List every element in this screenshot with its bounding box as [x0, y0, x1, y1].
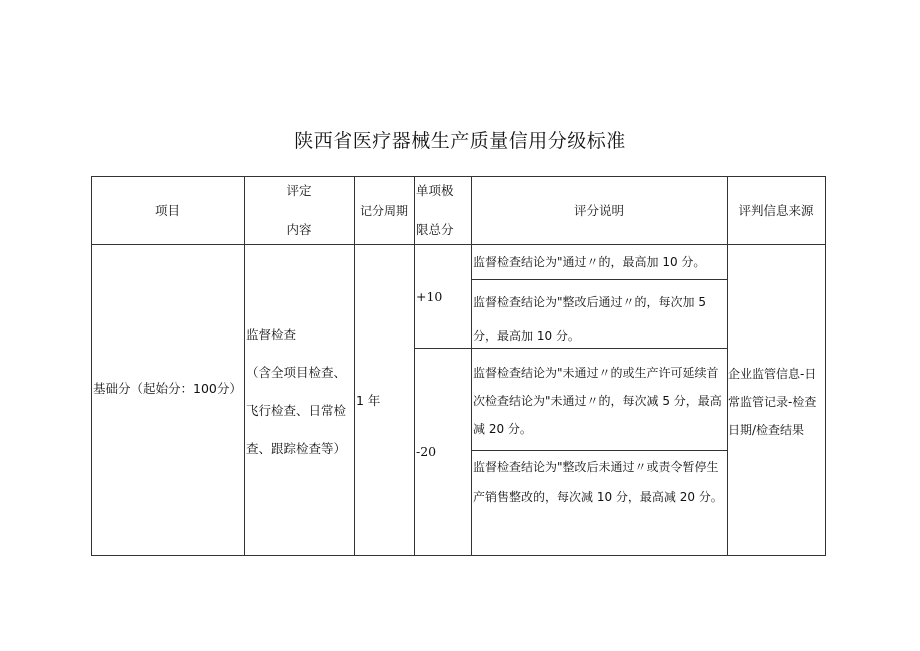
table-border-left: [91, 176, 92, 556]
row-period: 1 年: [356, 393, 381, 408]
explanation-divider-3: [471, 450, 727, 451]
header-content-line2: 内容: [286, 222, 312, 237]
header-explanation: 评分说明: [573, 203, 624, 218]
limit-divider: [414, 348, 472, 349]
col-divider-2: [354, 176, 355, 556]
table-border-right: [825, 176, 826, 556]
explanation-3: 监督检查结论为"未通过〃的或生产许可延续首次检查结论为"未通过〃的，每次减 5 分，最高减 20 分。: [473, 366, 722, 436]
header-source: 评判信息来源: [738, 203, 814, 218]
explanation-1: 监督检查结论为"通过〃的，最高加 10 分。: [473, 255, 706, 269]
explanation-2: 监督检查结论为"整改后通过〃的，每次加 5 分，最高加 10 分。: [473, 295, 706, 343]
row-content-line3: 飞行检查、日常检: [246, 403, 347, 418]
header-period: 记分周期: [359, 204, 408, 218]
header-item: 项目: [154, 203, 180, 218]
row-content-line2: （含全项目检查、: [246, 365, 347, 380]
table-border-top: [91, 176, 826, 177]
row-limit-plus: +10: [416, 289, 443, 304]
header-limit-line2: 限总分: [416, 222, 454, 237]
table-border-bottom: [91, 555, 826, 556]
explanation-divider-1: [471, 279, 727, 280]
header-limit-line1: 单项极: [416, 183, 454, 198]
col-divider-4: [471, 176, 472, 556]
row-content-line4: 查、跟踪检查等）: [246, 441, 347, 456]
header-content-line1: 评定: [286, 183, 312, 198]
row-item: 基础分（起始分：100分）: [93, 381, 242, 396]
row-limit-minus: -20: [416, 444, 437, 459]
document-title: 陕西省医疗器械生产质量信用分级标准: [294, 130, 626, 152]
row-content-line1: 监督检查: [246, 327, 297, 342]
explanation-4: 监督检查结论为"整改后未通过〃或责令暂停生产销售整改的，每次减 10 分，最高减 20 分。: [473, 460, 723, 504]
table-header-divider: [91, 244, 826, 245]
row-source: 企业监管信息-日常监管记录-检查日期/检查结果: [728, 367, 817, 437]
